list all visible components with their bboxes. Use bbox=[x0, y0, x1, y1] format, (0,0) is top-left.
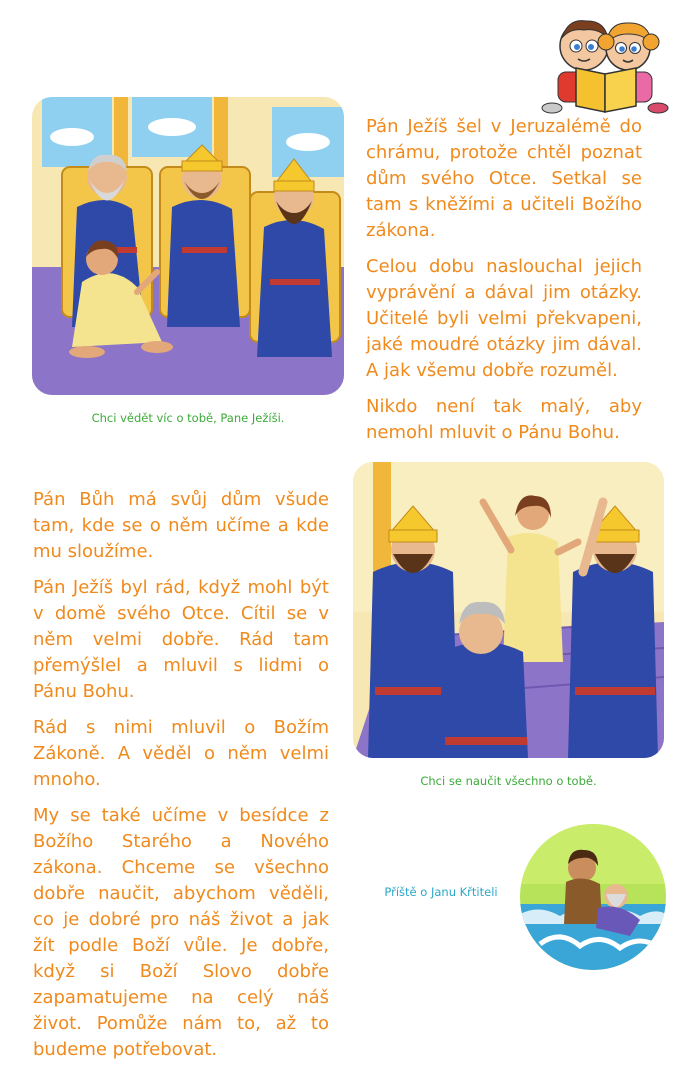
caption-bottom: Chci se naučit všechno o tobě. bbox=[420, 774, 597, 788]
bottom-paragraph-2: Pán Ježíš byl rád, když mohl být v domě svého Otce. Cítil se v něm velmi dobře. Rád tam přemýšlel a mluvil s lidmi o Pánu Bohu. bbox=[33, 577, 329, 702]
baptism-round-illustration bbox=[520, 824, 666, 970]
temple-teachers-illustration bbox=[32, 97, 344, 395]
top-paragraph-3: Nikdo není tak malý, aby nemohl mluvit o Pánu Bohu. bbox=[366, 396, 642, 443]
top-paragraph-1: Pán Ježíš šel v Jeruzalémě do chrámu, protože chtěl poznat dům svého Otce. Setkal se tam s kněžími a učiteli Božího zákona. bbox=[366, 116, 642, 241]
bottom-paragraph-4: My se také učíme v besídce z Božího Starého a Nového zákona. Chceme se všechno dobře naučit, abychom věděli, co je dobré pro náš život a jak žít podle Boží vůle. Je dobře, když si Boží Slovo dobře zapamatujeme na celý náš život. Pomůže nám to, až to budeme potřebovat. bbox=[33, 805, 329, 1060]
children-reading-icon bbox=[540, 12, 670, 114]
priests-illustration bbox=[353, 462, 664, 758]
bottom-paragraph-3: Rád s nimi mluvil o Božím Zákoně. A věděl o něm velmi mnoho. bbox=[33, 717, 329, 790]
bottom-paragraph-1: Pán Bůh má svůj dům všude tam, kde se o něm učíme a kde mu sloužíme. bbox=[33, 489, 329, 562]
bottom-text-block bbox=[33, 487, 329, 1073]
next-episode-label: Příště o Janu Křtiteli bbox=[384, 885, 498, 899]
top-paragraph-2: Celou dobu naslouchal jejich vyprávění a dával jim otázky. Učitelé byli velmi překvapeni, jaké moudré otázky jim dával. A jak všemu dobře rozuměl. bbox=[366, 256, 642, 381]
caption-top: Chci vědět víc o tobě, Pane Ježíši. bbox=[91, 411, 285, 425]
top-text-block bbox=[366, 114, 642, 456]
